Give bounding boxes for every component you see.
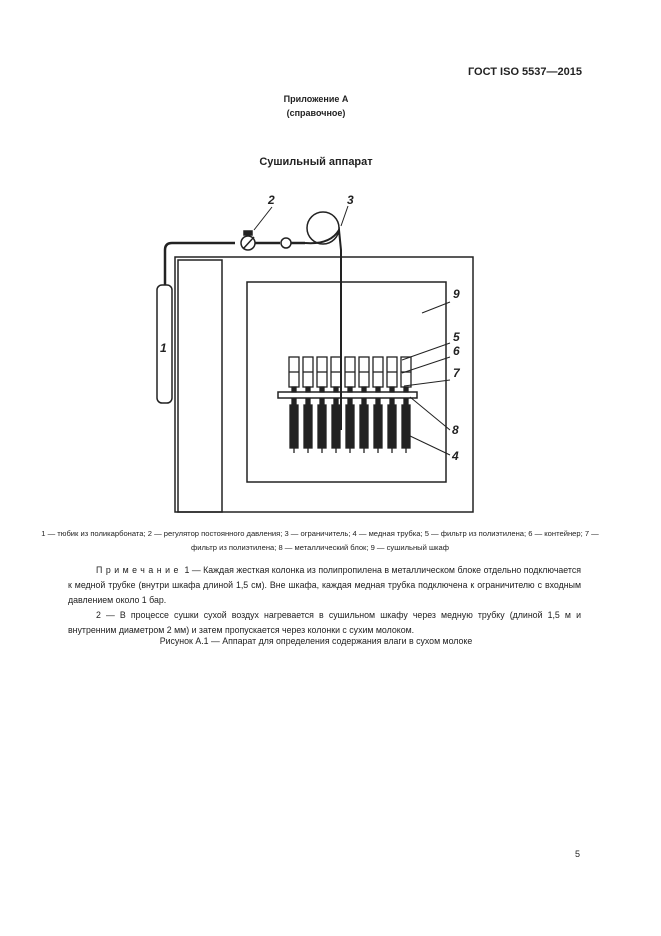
copper-tube xyxy=(374,405,382,448)
metal-block xyxy=(278,392,417,398)
column-tip xyxy=(320,387,324,392)
column-connector xyxy=(348,399,352,405)
copper-tube xyxy=(346,405,354,448)
column-connector xyxy=(334,399,338,405)
figure-caption: Рисунок А.1 — Аппарат для определения содержания влаги в сухом молоке xyxy=(159,636,473,646)
cabinet-outer xyxy=(175,257,473,512)
note-1: 1 — Каждая жесткая колонка из полипропилена в металлическом блоке отдельно подключается к медной трубке (внутри шкафа длиной 1,5 см). Вне шкафа, каждая медная трубка подключена к ограничителю с входным давлением около 1 бар. xyxy=(68,565,581,605)
copper-tube xyxy=(318,405,326,448)
column-connector xyxy=(306,399,310,405)
flow-restrictor xyxy=(307,212,339,244)
column-connector xyxy=(390,399,394,405)
copper-tube xyxy=(290,405,298,448)
column-tip xyxy=(390,387,394,392)
drying-chamber xyxy=(247,282,446,482)
column-tip xyxy=(348,387,352,392)
copper-tube xyxy=(388,405,396,448)
label-7: 7 xyxy=(453,366,460,380)
note-2: 2 — В процессе сушки сухой воздух нагревается в сушильном шкафу через медную трубку (длиной 1,5 м и внутренним диаметром 2 мм) и затем пропускается через колонки с сухим молоком. xyxy=(68,610,581,635)
label-2: 2 xyxy=(268,193,275,207)
label-6: 6 xyxy=(453,344,460,358)
column-tip xyxy=(362,387,366,392)
copper-tube xyxy=(304,405,312,448)
label-4: 4 xyxy=(452,449,459,463)
column-tip xyxy=(292,387,296,392)
standard-header: ГОСТ ISO 5537—2015 xyxy=(467,66,582,78)
page-number: 5 xyxy=(575,849,581,859)
column-tip xyxy=(334,387,338,392)
copper-tube xyxy=(332,405,340,448)
column-connector xyxy=(362,399,366,405)
column-connector xyxy=(292,399,296,405)
column-connector xyxy=(376,399,380,405)
column-connector xyxy=(404,399,408,405)
column-tip xyxy=(404,387,408,392)
label-9: 9 xyxy=(453,287,460,301)
copper-tube xyxy=(402,405,410,448)
label-8: 8 xyxy=(452,423,459,437)
figure-legend: 1 — тюбик из поликарбоната; 2 — регулятор постоянного давления; 3 — ограничитель; 4 — медная трубка; 5 — фильтр из полиэтилена; 6 — контейнер; 7 — фильтр из полиэтилена; 8 — металлический блок; 9 — сушильный шкаф xyxy=(41,529,599,552)
figure-title: Сушильный аппарат xyxy=(259,156,373,168)
label-1: 1 xyxy=(160,341,167,355)
appendix-subtitle: (справочное) xyxy=(286,108,346,118)
label-3: 3 xyxy=(347,193,354,207)
appendix-title: Приложение А xyxy=(283,94,349,104)
note-prefix: Примечание xyxy=(96,565,182,575)
notes xyxy=(68,563,581,638)
label-5: 5 xyxy=(453,330,460,344)
column-connector xyxy=(320,399,324,405)
copper-tube xyxy=(360,405,368,448)
columns xyxy=(289,357,411,453)
column-tip xyxy=(376,387,380,392)
cabinet-door xyxy=(178,260,222,512)
column-tip xyxy=(306,387,310,392)
